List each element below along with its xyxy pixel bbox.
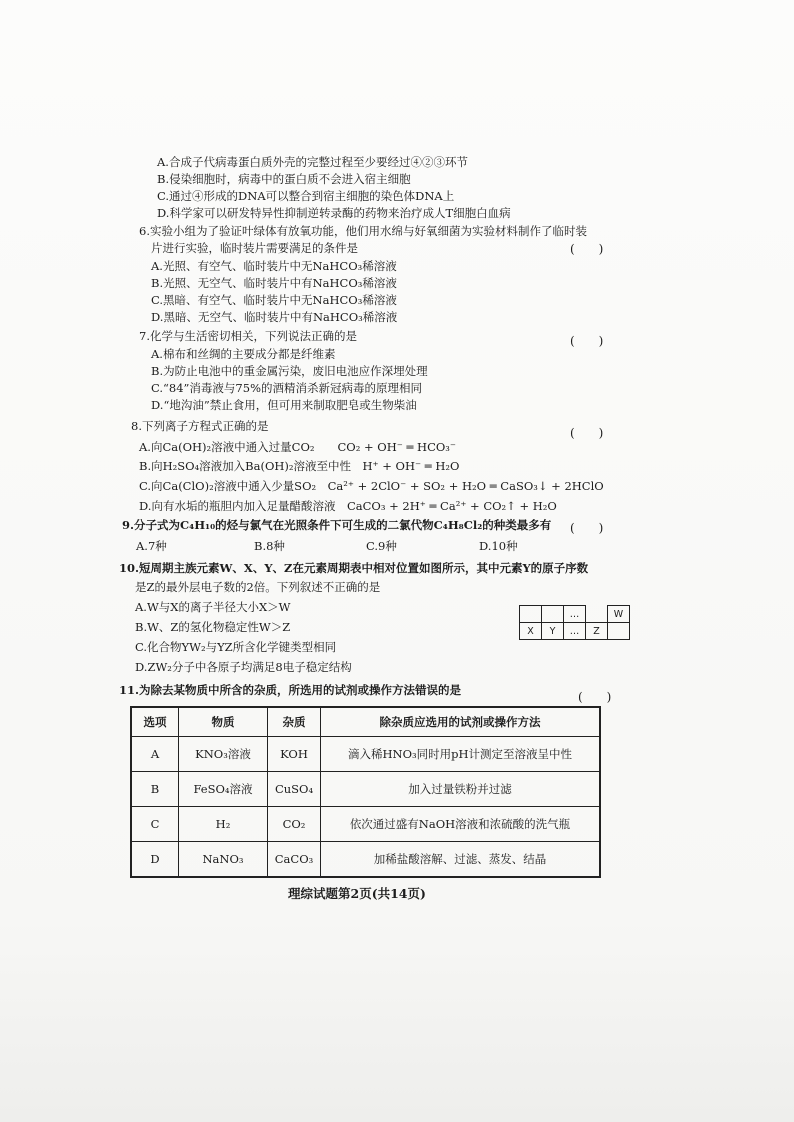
q5-option-b: B.侵染细胞时，病毒中的蛋白质不会进入宿主细胞: [157, 172, 411, 186]
table-cell: D: [131, 842, 179, 878]
q8-stem: 8.下列离子方程式正确的是: [131, 419, 269, 433]
q10-option-b: B.W、Z的氢化物稳定性W＞Z: [135, 620, 291, 634]
table-cell: H₂: [179, 807, 268, 842]
table-header-row: [131, 707, 600, 737]
periodic-table-fragment: [519, 605, 630, 640]
impurity-table: [130, 706, 601, 878]
q7-option-c: C.“84”消毒液与75%的酒精消杀新冠病毒的原理相同: [151, 381, 422, 395]
q9-option-d: D.10种: [479, 539, 518, 553]
q6-option-a: A.光照、有空气、临时装片中无NaHCO₃稀溶液: [151, 259, 397, 273]
q10-option-c: C.化合物YW₂与YZ所含化学键类型相同: [135, 640, 337, 654]
q5-option-d: D.科学家可以研发特异性抑制逆转录酶的药物来治疗成人T细胞白血病: [157, 206, 511, 220]
q7-option-a: A.棉布和丝绸的主要成分都是纤维素: [151, 347, 336, 361]
table-cell: CaCO₃: [268, 842, 321, 878]
periodic-cell: W: [608, 606, 630, 623]
q10-option-d: D.ZW₂分子中各原子均满足8电子稳定结构: [135, 660, 352, 674]
table-row: [131, 807, 600, 842]
q10-option-a: A.W与X的离子半径大小X＞W: [135, 600, 291, 614]
q8-option-b: B.向H₂SO₄溶液加入Ba(OH)₂溶液至中性 H⁺ + OH⁻ ═ H₂O: [139, 459, 460, 473]
table-row: [131, 842, 600, 878]
table-header: 选项: [131, 707, 179, 737]
q10-stem-cont: 是Z的最外层电子数的2倍。下列叙述不正确的是: [135, 580, 381, 594]
table-cell: 加稀盐酸溶解、过滤、蒸发、结晶: [321, 842, 601, 878]
table-cell: C: [131, 807, 179, 842]
periodic-cell: …: [564, 623, 586, 640]
periodic-cell: [542, 606, 564, 623]
q8-option-a: A.向Ca(OH)₂溶液中通入过量CO₂ CO₂ + OH⁻ ═ HCO₃⁻: [139, 440, 456, 454]
q7-option-b: B.为防止电池中的重金属污染，废旧电池应作深埋处理: [151, 364, 428, 378]
q7-stem: 7.化学与生活密切相关，下列说法正确的是: [139, 329, 357, 343]
q8-option-d: D.向有水垢的瓶胆内加入足量醋酸溶液 CaCO₃ + 2H⁺ ═ Ca²⁺ + CO₂↑ + H₂O: [139, 499, 557, 513]
q8-answer-paren: ( ): [570, 426, 604, 440]
table-header: 杂质: [268, 707, 321, 737]
page-footer: 理综试题第2页(共14页): [288, 886, 426, 901]
periodic-row: [520, 606, 630, 623]
table-cell: 加入过量铁粉并过滤: [321, 772, 601, 807]
periodic-cell: [608, 623, 630, 640]
periodic-cell: Y: [542, 623, 564, 640]
q5-option-c: C.通过④形成的DNA可以整合到宿主细胞的染色体DNA上: [157, 189, 455, 203]
periodic-cell: [520, 606, 542, 623]
periodic-cell: X: [520, 623, 542, 640]
periodic-row: [520, 623, 630, 640]
table-cell: A: [131, 737, 179, 772]
table-cell: KNO₃溶液: [179, 737, 268, 772]
periodic-cell: Z: [586, 623, 608, 640]
q6-stem-cont: 片进行实验，临时装片需要满足的条件是: [151, 241, 358, 255]
table-cell: B: [131, 772, 179, 807]
table-cell: KOH: [268, 737, 321, 772]
table-header: 物质: [179, 707, 268, 737]
q9-option-c: C.9种: [366, 539, 397, 553]
q6-option-c: C.黑暗、有空气、临时装片中无NaHCO₃稀溶液: [151, 293, 397, 307]
table-cell: FeSO₄溶液: [179, 772, 268, 807]
table-row: [131, 772, 600, 807]
table-cell: CO₂: [268, 807, 321, 842]
periodic-cell: …: [564, 606, 586, 623]
q9-stem: 9.分子式为C₄H₁₀的烃与氯气在光照条件下可生成的二氯代物C₄H₈Cl₂的种类最多有: [122, 518, 552, 532]
q6-option-d: D.黑暗、无空气、临时装片中有NaHCO₃稀溶液: [151, 310, 398, 324]
table-header: 除杂质应选用的试剂或操作方法: [321, 707, 601, 737]
periodic-cell: [586, 606, 608, 623]
q11-stem: 11.为除去某物质中所含的杂质，所选用的试剂或操作方法错误的是: [119, 683, 462, 697]
q8-option-c: C.向Ca(ClO)₂溶液中通入少量SO₂ Ca²⁺ + 2ClO⁻ + SO₂ + H₂O ═ CaSO₃↓ + 2HClO: [139, 479, 604, 493]
q9-option-b: B.8种: [254, 539, 285, 553]
table-row: [131, 737, 600, 772]
q6-option-b: B.光照、无空气、临时装片中有NaHCO₃稀溶液: [151, 276, 397, 290]
table-cell: 依次通过盛有NaOH溶液和浓硫酸的洗气瓶: [321, 807, 601, 842]
q5-option-a: A.合成子代病毒蛋白质外壳的完整过程至少要经过④②③环节: [157, 155, 468, 169]
table-cell: NaNO₃: [179, 842, 268, 878]
q11-answer-paren: ( ): [578, 690, 612, 704]
q7-answer-paren: ( ): [570, 334, 604, 348]
q10-stem: 10.短周期主族元素W、X、Y、Z在元素周期表中相对位置如图所示，其中元素Y的原子序数: [119, 561, 589, 575]
q7-option-d: D.“地沟油”禁止食用，但可用来制取肥皂或生物柴油: [151, 398, 417, 412]
q6-stem: 6.实验小组为了验证叶绿体有放氧功能，他们用水绵与好氧细菌为实验材料制作了临时装: [139, 224, 587, 238]
q9-answer-paren: ( ): [570, 521, 604, 535]
q9-option-a: A.7种: [136, 539, 167, 553]
table-cell: 滴入稀HNO₃同时用pH计测定至溶液呈中性: [321, 737, 601, 772]
q6-answer-paren: ( ): [570, 242, 604, 256]
table-cell: CuSO₄: [268, 772, 321, 807]
